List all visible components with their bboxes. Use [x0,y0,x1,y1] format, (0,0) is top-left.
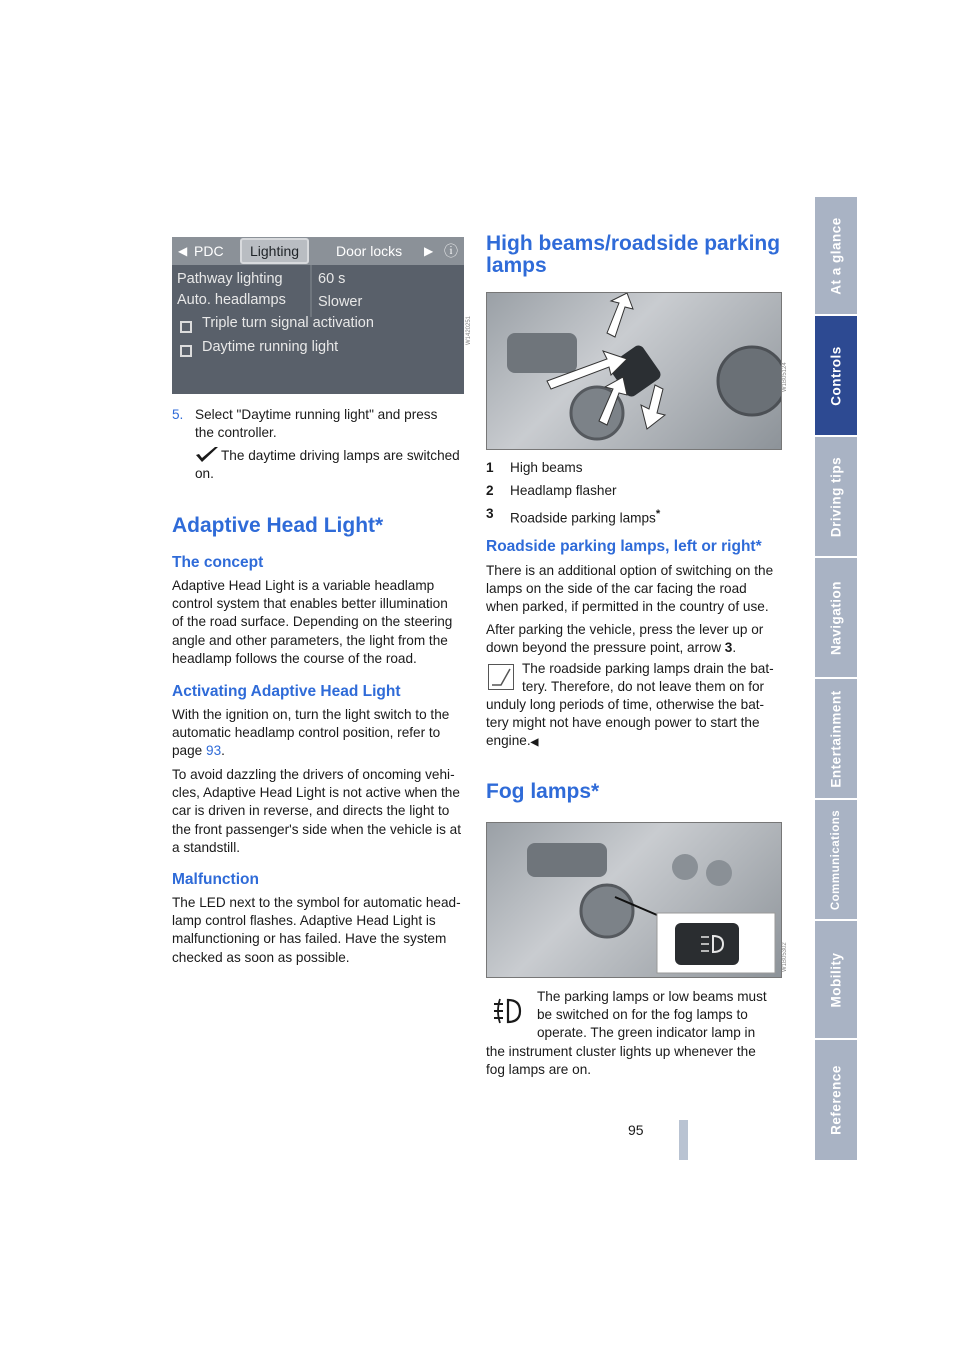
image-code: W1420251 [466,315,472,345]
side-tab-label: Navigation [828,580,844,655]
side-tab-mobility[interactable] [815,921,857,1038]
paragraph-line: when parked, if permitted in the country of use. [486,599,769,615]
paragraph-line: cles, Adaptive Head Light is not active when the [172,785,460,801]
paragraph-line [486,639,763,657]
lever-illustration [487,293,781,449]
section-title-adaptive-head-light: Adaptive Head Light* [172,514,384,537]
fog-paragraph-indented [537,988,767,1043]
paragraph-line: After parking the vehicle, press the lever up or [486,622,764,637]
concept-paragraph [172,577,452,668]
paragraph-line [172,742,449,760]
paragraph-line: To avoid dazzling the drivers of oncoming vehi- [172,767,455,782]
paragraph-line: a standstill. [172,839,241,855]
subsection-title-roadside-lamps: Roadside parking lamps, left or right* [486,538,762,555]
chevron-left-icon: ◀ [178,244,188,258]
side-tab-label: Mobility [828,952,844,1007]
paragraph-line: headlamp follows the course of the road. [172,650,417,666]
image-code: W1B05124 [782,362,788,392]
paragraph-line: the instrument cluster lights up whenever the [486,1044,756,1059]
fog-lamp-icon [486,996,522,1026]
note-paragraph-indented [522,660,774,696]
step-5-text-line1: Select "Daytime running light" and press [195,407,438,422]
list-item-number: 3 [486,506,494,521]
paragraph-line: automatic headlamp control position, refer to [172,725,441,741]
step-5-result-line2: on. [195,466,214,481]
page-number: 95 [628,1122,644,1138]
checkbox-icon [180,345,192,357]
malfunction-paragraph [172,894,461,967]
paragraph-line: unduly long periods of time, otherwise the bat- [486,697,765,712]
note-paragraph [486,696,764,753]
screen-label-auto-headlamps: Auto. headlamps [177,292,286,308]
optional-equipment-star: * [655,508,661,520]
side-tab-label: Communications [830,809,842,910]
paragraph-line: fog lamps are on. [486,1062,592,1078]
turn-signal-lever-photo [486,292,782,450]
page-ref-suffix: . [221,743,225,759]
idrive-lighting-screen [172,237,464,394]
page-number-bar [679,1120,688,1160]
side-tab-entertainment[interactable] [815,679,857,798]
paragraph-line: With the ignition on, turn the light switch to the [172,707,450,722]
paragraph-line: malfunctioning or has failed. Have the system [172,931,447,947]
checkbox-icon [180,321,192,333]
screen-tab-door-locks: Door locks [336,243,403,259]
side-tab-label: Driving tips [828,456,844,537]
step-5-text-line2: the controller. [195,425,277,440]
text-fragment: down beyond the pressure point, arrow [486,640,725,656]
paragraph-line: tery might not have enough power to start the [486,715,760,731]
paragraph-line: There is an additional option of switching on the [486,563,774,578]
checkmark-icon [195,446,219,463]
subsection-title-malfunction: Malfunction [172,871,259,888]
side-tab-controls[interactable] [815,316,857,435]
page-ref-prefix: page [172,743,207,759]
step-5-number: 5. [172,407,184,422]
section-title-high-beams-line2: lamps [486,254,547,277]
list-item-number: 1 [486,460,494,475]
side-tab-communications[interactable] [815,800,857,919]
side-tab-driving-tips[interactable] [815,437,857,556]
paragraph-line: The parking lamps or low beams must [537,989,767,1004]
paragraph-line: control system that enables better illumination [172,596,448,612]
screen-value-pathway-lighting: 60 s [318,271,346,287]
list-item-number: 2 [486,483,494,498]
step-5-result-line1: The daytime driving lamps are switched [221,448,460,463]
subsection-title-concept: The concept [172,554,264,571]
paragraph-line [486,732,764,752]
side-tab-label: Controls [828,345,844,406]
dazzle-paragraph [172,766,461,857]
list-item-high-beams: High beams [510,460,583,475]
end-marker-icon: ◀ [530,737,539,749]
list-item-roadside-lamps [510,505,660,528]
text-fragment: engine. [486,733,531,749]
after-parking-paragraph [486,621,763,657]
subsection-title-activating: Activating Adaptive Head Light [172,683,401,700]
screen-divider [310,265,312,317]
fog-lamp-switch-photo [486,822,782,978]
fog-switch-illustration [487,823,781,977]
side-tab-at-a-glance[interactable] [815,197,857,314]
paragraph-line: Adaptive Head Light is a variable headlamp [172,578,435,593]
note-icon [488,664,514,690]
screen-tab-lighting: Lighting [240,238,309,264]
info-icon: ⓘ [444,243,458,259]
arrow-number: 3 [724,640,733,656]
paragraph-line: car is driven in reverse, and directs the light to [172,803,450,819]
list-item-text: Roadside parking lamps [510,510,656,526]
screen-option-triple-turn: Triple turn signal activation [202,315,374,331]
side-tab-label: Reference [828,1065,844,1135]
section-title-high-beams-line1: High beams/roadside parking [486,232,781,255]
paragraph-line: be switched on for the fog lamps to [537,1007,748,1023]
paragraph-line: lamp control flashes. Adaptive Head Light is [172,913,436,929]
screen-label-pathway-lighting: Pathway lighting [177,271,283,287]
screen-option-daytime-running: Daytime running light [202,339,339,355]
roadside-paragraph [486,562,773,617]
activating-paragraph [172,706,449,761]
paragraph-line: tery. Therefore, do not leave them on for [522,679,765,695]
paragraph-line: the front passenger's side when the vehicle is at [172,821,461,837]
paragraph-line: operate. The green indicator lamp in [537,1025,756,1041]
list-item-headlamp-flasher: Headlamp flasher [510,483,617,498]
side-tab-label: Entertainment [828,689,844,788]
image-code: W1B05302 [782,942,788,972]
paragraph-line: The LED next to the symbol for automatic head- [172,895,461,910]
side-tab-label: At a glance [828,216,844,295]
paragraph-line: The roadside parking lamps drain the bat- [522,661,774,676]
screen-value-auto-headlamps: Slower [318,294,363,310]
page-link-93[interactable]: 93 [206,743,222,759]
paragraph-line: angle and other parameters, the light from the [172,632,448,648]
text-fragment: . [732,640,737,656]
side-tab-navigation[interactable] [815,558,857,677]
screen-tab-pdc: PDC [194,243,224,259]
fog-paragraph [486,1043,756,1079]
paragraph-line: of the road surface. Depending on the steering [172,614,453,630]
paragraph-line: checked as soon as possible. [172,949,350,965]
side-tab-reference[interactable] [815,1040,857,1160]
section-title-fog-lamps: Fog lamps* [486,780,600,803]
chevron-right-icon: ▶ [424,244,434,258]
paragraph-line: lamps on the side of the car facing the road [486,581,747,597]
